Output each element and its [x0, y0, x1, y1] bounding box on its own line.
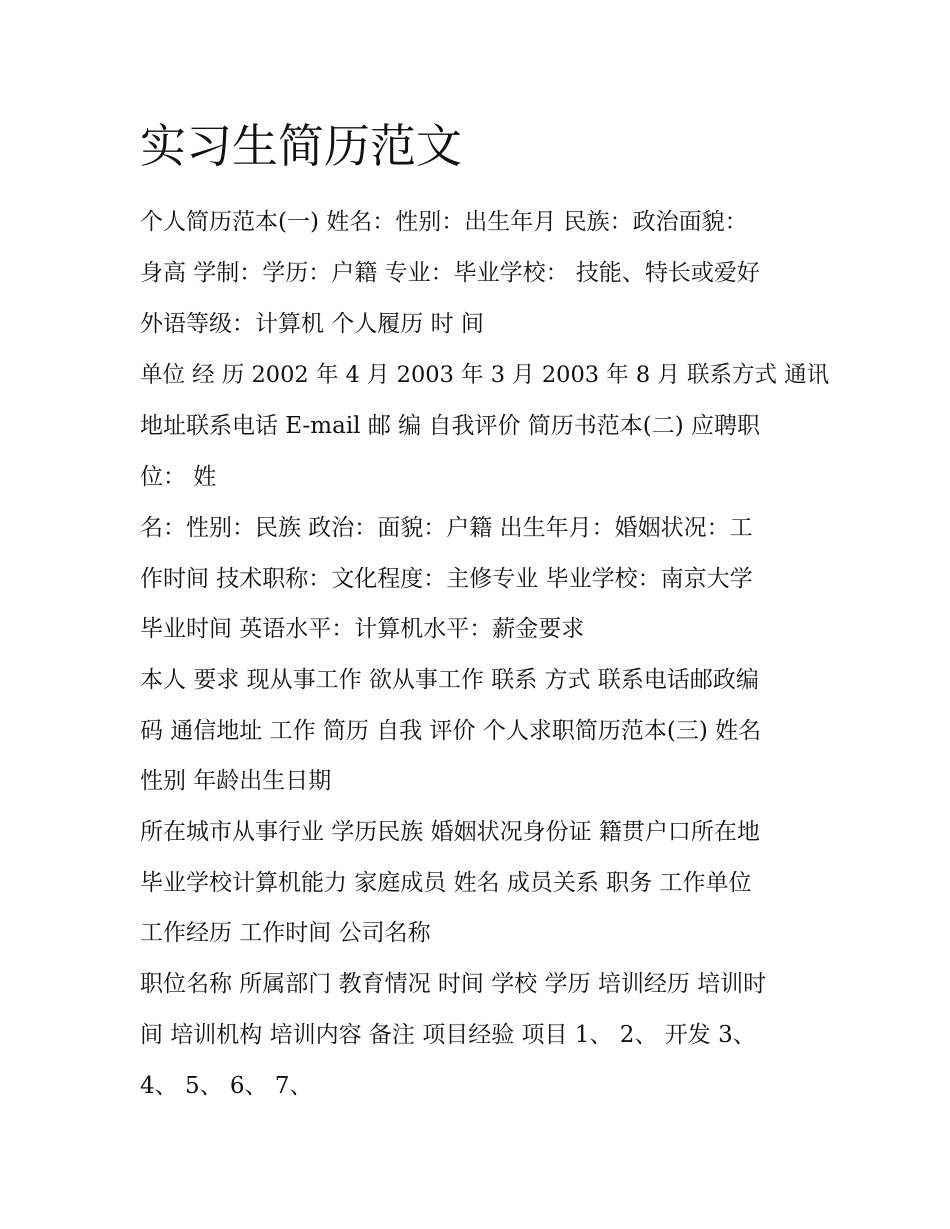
body-line: 身高 学制：学历：户籍 专业：毕业学校： 技能、特长或爱好: [140, 260, 760, 286]
body-line: 职位名称 所属部门 教育情况 时间 学校 学历 培训经历 培训时: [140, 971, 767, 997]
body-line: 毕业时间 英语水平：计算机水平：薪金要求: [140, 616, 585, 642]
body-line: 单位 经 历 2002 年 4 月 2003 年 3 月 2003 年 8 月 联系方式 通讯: [140, 362, 830, 388]
body-line: 个人简历范本(一) 姓名：性别：出生年月 民族：政治面貌：: [140, 209, 748, 235]
body-line: 工作经历 工作时间 公司名称: [140, 920, 431, 946]
body-line: 作时间 技术职称：文化程度：主修专业 毕业学校：南京大学: [140, 566, 753, 592]
document-body: [140, 0, 830, 1229]
body-line: 性别 年龄出生日期: [140, 768, 332, 794]
body-line: 毕业学校计算机能力 家庭成员 姓名 成员关系 职务 工作单位: [140, 870, 752, 896]
body-line: 间 培训机构 培训内容 备注 项目经验 项目 1、 2、 开发 3、: [140, 1022, 756, 1048]
body-line: 4、 5、 6、 7、: [140, 1073, 313, 1099]
body-line: 码 通信地址 工作 简历 自我 评价 个人求职简历范本(三) 姓名: [140, 718, 762, 744]
document-title: 实习生简历范文: [140, 119, 462, 173]
body-line: 外语等级：计算机 个人履历 时 间: [140, 311, 484, 337]
body-line: 所在城市从事行业 学历民族 婚姻状况身份证 籍贯户口所在地: [140, 819, 760, 845]
body-line: 本人 要求 现从事工作 欲从事工作 联系 方式 联系电话邮政编: [140, 667, 759, 693]
body-line: 位： 姓: [140, 464, 217, 490]
body-line: 地址联系电话 E-mail 邮 编 自我评价 简历书范本(二) 应聘职: [140, 413, 761, 439]
body-line: 名：性别：民族 政治：面貌：户籍 出生年月：婚姻状况：工: [140, 515, 753, 541]
